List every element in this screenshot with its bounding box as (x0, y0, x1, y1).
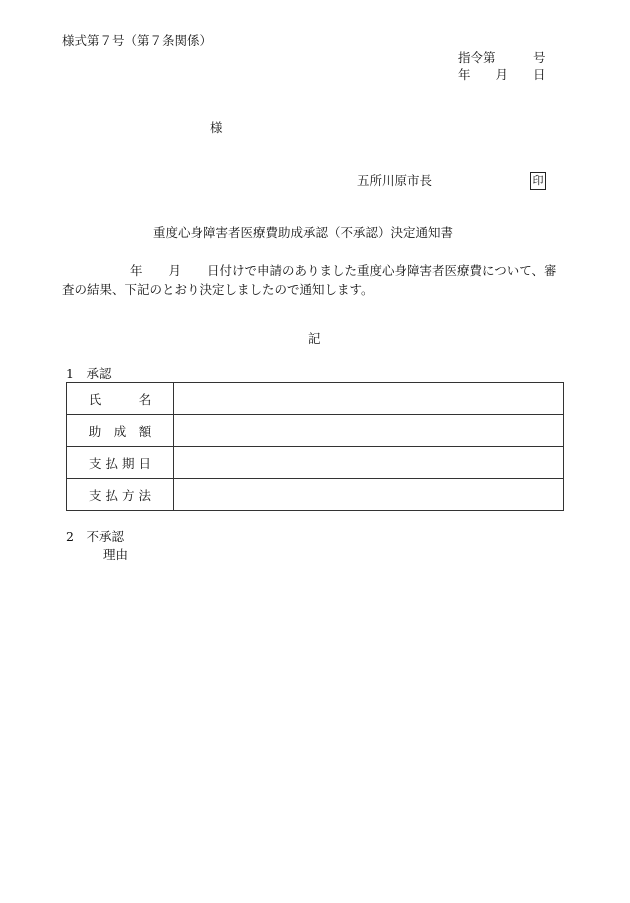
row-label: 氏 名 (67, 383, 174, 415)
table-row (67, 415, 564, 447)
section2-heading: 2 不承認 (66, 529, 124, 544)
row-value (174, 447, 564, 479)
row-label: 助 成 額 (67, 415, 174, 447)
document-title: 重度心身障害者医療費助成承認（不承認）決定通知書 (153, 225, 454, 240)
seal-mark: 印 (530, 172, 546, 190)
reference-number: 指令第 号 (458, 50, 546, 65)
section1-heading: 1 承認 (66, 366, 112, 381)
table-row (67, 447, 564, 479)
form-label: 様式第７号（第７条関係） (62, 33, 213, 48)
notice-body (62, 261, 568, 299)
row-label: 支 払 方 法 (67, 479, 174, 511)
ki-heading: 記 (308, 331, 321, 346)
row-value (174, 383, 564, 415)
body-text: 日付けで申請のありました重度心身障害者医療費について、審査の結果、下記のとおり決定しましたので通知します。 (62, 263, 557, 297)
issuer-title: 五所川原市長 (357, 173, 433, 188)
row-label: 支 払 期 日 (67, 447, 174, 479)
row-value (174, 415, 564, 447)
table-row (67, 383, 564, 415)
issue-date: 年 月 日 (458, 67, 546, 82)
body-year: 年 (130, 263, 143, 278)
addressee-honorific: 様 (210, 120, 223, 135)
approval-table (66, 382, 564, 511)
row-value (174, 479, 564, 511)
table-row (67, 479, 564, 511)
reason-label: 理由 (103, 547, 129, 562)
body-month: 月 (168, 263, 182, 278)
